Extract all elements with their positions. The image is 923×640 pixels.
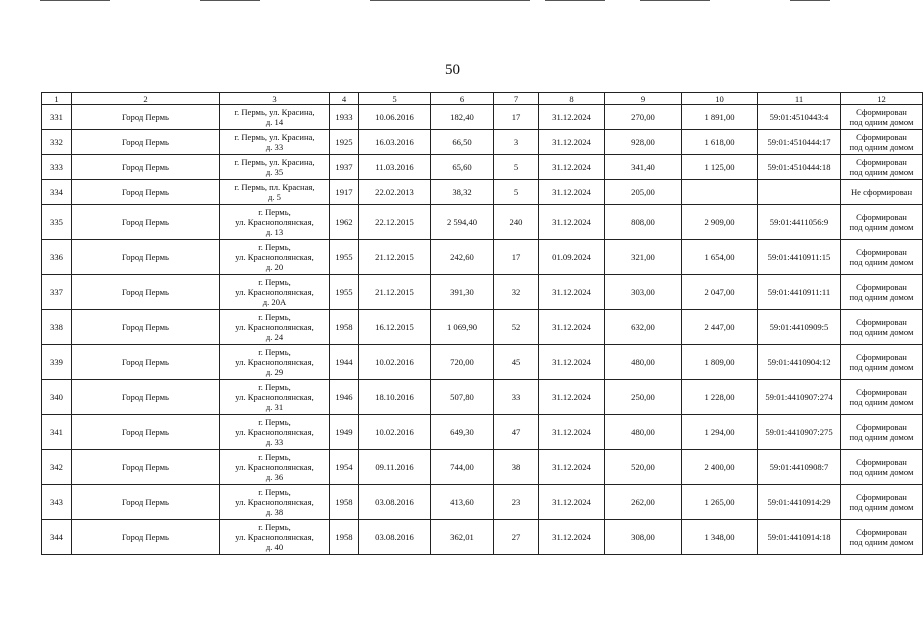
inspection-date-cell: 16.12.2015: [359, 310, 431, 345]
cost-cell: 928,00: [605, 130, 682, 155]
inspection-date-cell: 21.12.2015: [359, 275, 431, 310]
table-row: [42, 485, 923, 520]
residents-count-cell: 240: [494, 205, 539, 240]
residents-count-cell: 32: [494, 275, 539, 310]
address-line: д. 33: [265, 142, 284, 152]
address-line: ул. Краснополянская,: [235, 392, 314, 402]
land-status-cell: [841, 380, 923, 415]
land-status-cell: [841, 485, 923, 520]
address-line: г. Пермь,: [258, 452, 291, 462]
address-cell: [220, 520, 330, 555]
row-number-cell: 341: [42, 415, 72, 450]
address-cell: [220, 380, 330, 415]
table-body: [42, 105, 923, 555]
address-line: г. Пермь,: [258, 522, 291, 532]
deadline-cell: 31.12.2024: [539, 485, 605, 520]
municipality-cell: Город Пермь: [72, 240, 220, 275]
status-line: Сформирован: [856, 107, 907, 117]
column-header: 7: [494, 93, 539, 105]
row-number-cell: 344: [42, 520, 72, 555]
inspection-date-cell: 10.06.2016: [359, 105, 431, 130]
area-cell: 1 069,90: [431, 310, 494, 345]
total-cell: [682, 180, 758, 205]
row-number-cell: 339: [42, 345, 72, 380]
address-cell: [220, 130, 330, 155]
residents-count-cell: 23: [494, 485, 539, 520]
cost-cell: 308,00: [605, 520, 682, 555]
status-line: под одним домом: [849, 257, 914, 267]
cadastral-number-cell: 59:01:4510443:4: [758, 105, 841, 130]
status-line: под одним домом: [849, 222, 914, 232]
inspection-date-cell: 11.03.2016: [359, 155, 431, 180]
inspection-date-cell: 10.02.2016: [359, 345, 431, 380]
address-line: г. Пермь,: [258, 382, 291, 392]
address-line: г. Пермь,: [258, 487, 291, 497]
row-number-cell: 331: [42, 105, 72, 130]
address-line: г. Пермь, ул. Красина,: [234, 157, 315, 167]
land-status-cell: [841, 155, 923, 180]
residents-count-cell: 27: [494, 520, 539, 555]
municipality-cell: Город Пермь: [72, 415, 220, 450]
address-line: г. Пермь, пл. Красная,: [234, 182, 315, 192]
address-cell: [220, 240, 330, 275]
cost-cell: 632,00: [605, 310, 682, 345]
total-cell: 1 125,00: [682, 155, 758, 180]
inspection-date-cell: 09.11.2016: [359, 450, 431, 485]
residents-count-cell: 5: [494, 155, 539, 180]
cadastral-number-cell: 59:01:4410904:12: [758, 345, 841, 380]
build-year-cell: 1925: [330, 130, 359, 155]
deadline-cell: 31.12.2024: [539, 415, 605, 450]
build-year-cell: 1933: [330, 105, 359, 130]
municipality-cell: Город Пермь: [72, 380, 220, 415]
build-year-cell: 1955: [330, 275, 359, 310]
total-cell: 1 891,00: [682, 105, 758, 130]
table-row: [42, 105, 923, 130]
address-line: д. 31: [265, 402, 284, 412]
row-number-cell: 342: [42, 450, 72, 485]
cadastral-number-cell: 59:01:4410911:11: [758, 275, 841, 310]
cadastral-number-cell: 59:01:4410907:275: [758, 415, 841, 450]
column-header: 3: [220, 93, 330, 105]
table-row: [42, 130, 923, 155]
scan-rule: [790, 0, 830, 1]
area-cell: 744,00: [431, 450, 494, 485]
row-number-cell: 338: [42, 310, 72, 345]
cadastral-number-cell: [758, 180, 841, 205]
scan-rule: [640, 0, 710, 1]
table-row: [42, 155, 923, 180]
residents-count-cell: 3: [494, 130, 539, 155]
cost-cell: 205,00: [605, 180, 682, 205]
address-line: г. Пермь,: [258, 277, 291, 287]
status-line: под одним домом: [849, 362, 914, 372]
area-cell: 362,01: [431, 520, 494, 555]
build-year-cell: 1962: [330, 205, 359, 240]
header-row: [42, 93, 923, 105]
row-number-cell: 343: [42, 485, 72, 520]
table-row: [42, 180, 923, 205]
cost-cell: 262,00: [605, 485, 682, 520]
address-line: ул. Краснополянская,: [235, 322, 314, 332]
deadline-cell: 31.12.2024: [539, 380, 605, 415]
deadline-cell: 31.12.2024: [539, 130, 605, 155]
scan-rule: [40, 0, 110, 1]
scan-rule: [200, 0, 260, 1]
address-line: д. 35: [265, 167, 284, 177]
address-line: д. 5: [268, 192, 281, 202]
total-cell: 2 909,00: [682, 205, 758, 240]
column-header: 1: [42, 93, 72, 105]
total-cell: 2 400,00: [682, 450, 758, 485]
status-line: Сформирован: [856, 317, 907, 327]
address-cell: [220, 450, 330, 485]
municipality-cell: Город Пермь: [72, 275, 220, 310]
inspection-date-cell: 18.10.2016: [359, 380, 431, 415]
status-line: Сформирован: [856, 352, 907, 362]
status-line: под одним домом: [849, 432, 914, 442]
address-cell: [220, 485, 330, 520]
column-header: 11: [758, 93, 841, 105]
area-cell: 413,60: [431, 485, 494, 520]
land-status-cell: [841, 130, 923, 155]
status-line: под одним домом: [849, 327, 914, 337]
municipality-cell: Город Пермь: [72, 180, 220, 205]
table-row: [42, 415, 923, 450]
address-line: ул. Краснополянская,: [235, 497, 314, 507]
residents-count-cell: 17: [494, 240, 539, 275]
municipality-cell: Город Пермь: [72, 345, 220, 380]
address-line: г. Пермь, ул. Красина,: [234, 132, 315, 142]
municipality-cell: Город Пермь: [72, 310, 220, 345]
address-line: д. 13: [265, 227, 284, 237]
inspection-date-cell: 22.12.2015: [359, 205, 431, 240]
address-line: д. 33: [265, 437, 284, 447]
status-line: Не сформирован: [850, 187, 913, 197]
build-year-cell: 1949: [330, 415, 359, 450]
area-cell: 720,00: [431, 345, 494, 380]
address-cell: [220, 345, 330, 380]
page-number: 50: [445, 62, 460, 78]
build-year-cell: 1958: [330, 485, 359, 520]
area-cell: 38,32: [431, 180, 494, 205]
total-cell: 1 228,00: [682, 380, 758, 415]
row-number-cell: 336: [42, 240, 72, 275]
status-line: Сформирован: [856, 527, 907, 537]
deadline-cell: 31.12.2024: [539, 180, 605, 205]
inspection-date-cell: 16.03.2016: [359, 130, 431, 155]
housing-registry-table: [41, 92, 923, 555]
row-number-cell: 335: [42, 205, 72, 240]
address-line: ул. Краснополянская,: [235, 357, 314, 367]
row-number-cell: 333: [42, 155, 72, 180]
address-line: д. 20А: [262, 297, 287, 307]
scan-rule: [370, 0, 530, 1]
municipality-cell: Город Пермь: [72, 155, 220, 180]
deadline-cell: 31.12.2024: [539, 520, 605, 555]
total-cell: 1 618,00: [682, 130, 758, 155]
column-header: 8: [539, 93, 605, 105]
table-row: [42, 275, 923, 310]
address-line: д. 20: [265, 262, 284, 272]
cadastral-number-cell: 59:01:4410909:5: [758, 310, 841, 345]
municipality-cell: Город Пермь: [72, 450, 220, 485]
status-line: под одним домом: [849, 397, 914, 407]
status-line: Сформирован: [856, 247, 907, 257]
total-cell: 2 047,00: [682, 275, 758, 310]
table-row: [42, 240, 923, 275]
row-number-cell: 337: [42, 275, 72, 310]
table-row: [42, 310, 923, 345]
address-line: д. 14: [265, 117, 284, 127]
address-line: д. 29: [265, 367, 284, 377]
cadastral-number-cell: 59:01:4410907:274: [758, 380, 841, 415]
column-header: 2: [72, 93, 220, 105]
scan-rule: [545, 0, 605, 1]
land-status-cell: [841, 205, 923, 240]
status-line: под одним домом: [849, 467, 914, 477]
address-cell: [220, 180, 330, 205]
municipality-cell: Город Пермь: [72, 205, 220, 240]
land-status-cell: [841, 310, 923, 345]
cadastral-number-cell: 59:01:4410911:15: [758, 240, 841, 275]
address-cell: [220, 415, 330, 450]
address-line: ул. Краснополянская,: [235, 217, 314, 227]
cadastral-number-cell: 59:01:4510444:17: [758, 130, 841, 155]
residents-count-cell: 38: [494, 450, 539, 485]
deadline-cell: 31.12.2024: [539, 345, 605, 380]
address-cell: [220, 155, 330, 180]
address-line: д. 40: [265, 542, 284, 552]
inspection-date-cell: 10.02.2016: [359, 415, 431, 450]
cost-cell: 270,00: [605, 105, 682, 130]
status-line: Сформирован: [856, 132, 907, 142]
cadastral-number-cell: 59:01:4510444:18: [758, 155, 841, 180]
land-status-cell: [841, 180, 923, 205]
status-line: под одним домом: [849, 537, 914, 547]
residents-count-cell: 45: [494, 345, 539, 380]
address-line: ул. Краснополянская,: [235, 427, 314, 437]
land-status-cell: [841, 240, 923, 275]
build-year-cell: 1944: [330, 345, 359, 380]
total-cell: 1 294,00: [682, 415, 758, 450]
column-header: 5: [359, 93, 431, 105]
land-status-cell: [841, 345, 923, 380]
build-year-cell: 1917: [330, 180, 359, 205]
inspection-date-cell: 22.02.2013: [359, 180, 431, 205]
status-line: Сформирован: [856, 457, 907, 467]
address-line: г. Пермь,: [258, 312, 291, 322]
column-header: 6: [431, 93, 494, 105]
cadastral-number-cell: 59:01:4410914:29: [758, 485, 841, 520]
column-header: 10: [682, 93, 758, 105]
residents-count-cell: 17: [494, 105, 539, 130]
deadline-cell: 31.12.2024: [539, 205, 605, 240]
table-row: [42, 205, 923, 240]
land-status-cell: [841, 415, 923, 450]
row-number-cell: 340: [42, 380, 72, 415]
status-line: Сформирован: [856, 492, 907, 502]
build-year-cell: 1946: [330, 380, 359, 415]
deadline-cell: 31.12.2024: [539, 105, 605, 130]
address-line: д. 24: [265, 332, 284, 342]
status-line: под одним домом: [849, 142, 914, 152]
build-year-cell: 1955: [330, 240, 359, 275]
deadline-cell: 31.12.2024: [539, 310, 605, 345]
table-row: [42, 450, 923, 485]
total-cell: 1 348,00: [682, 520, 758, 555]
status-line: под одним домом: [849, 167, 914, 177]
total-cell: 2 447,00: [682, 310, 758, 345]
cadastral-number-cell: 59:01:4410908:7: [758, 450, 841, 485]
row-number-cell: 332: [42, 130, 72, 155]
address-cell: [220, 310, 330, 345]
total-cell: 1 654,00: [682, 240, 758, 275]
table-row: [42, 345, 923, 380]
address-cell: [220, 275, 330, 310]
area-cell: 391,30: [431, 275, 494, 310]
address-line: ул. Краснополянская,: [235, 252, 314, 262]
total-cell: 1 809,00: [682, 345, 758, 380]
address-line: г. Пермь,: [258, 347, 291, 357]
row-number-cell: 334: [42, 180, 72, 205]
status-line: под одним домом: [849, 502, 914, 512]
residents-count-cell: 5: [494, 180, 539, 205]
deadline-cell: 31.12.2024: [539, 275, 605, 310]
residents-count-cell: 33: [494, 380, 539, 415]
column-header: 12: [841, 93, 923, 105]
inspection-date-cell: 03.08.2016: [359, 485, 431, 520]
cost-cell: 250,00: [605, 380, 682, 415]
status-line: Сформирован: [856, 212, 907, 222]
address-cell: [220, 205, 330, 240]
area-cell: 649,30: [431, 415, 494, 450]
table-row: [42, 380, 923, 415]
municipality-cell: Город Пермь: [72, 520, 220, 555]
cadastral-number-cell: 59:01:4410914:18: [758, 520, 841, 555]
area-cell: 2 594,40: [431, 205, 494, 240]
address-line: д. 36: [265, 472, 284, 482]
land-status-cell: [841, 105, 923, 130]
inspection-date-cell: 21.12.2015: [359, 240, 431, 275]
residents-count-cell: 47: [494, 415, 539, 450]
area-cell: 66,50: [431, 130, 494, 155]
total-cell: 1 265,00: [682, 485, 758, 520]
status-line: Сформирован: [856, 422, 907, 432]
cadastral-number-cell: 59:01:4411056:9: [758, 205, 841, 240]
address-line: ул. Краснополянская,: [235, 287, 314, 297]
column-header: 4: [330, 93, 359, 105]
column-header: 9: [605, 93, 682, 105]
address-line: г. Пермь,: [258, 417, 291, 427]
address-line: д. 38: [265, 507, 284, 517]
address-line: г. Пермь,: [258, 242, 291, 252]
cost-cell: 808,00: [605, 205, 682, 240]
cost-cell: 341,40: [605, 155, 682, 180]
build-year-cell: 1954: [330, 450, 359, 485]
land-status-cell: [841, 275, 923, 310]
area-cell: 65,60: [431, 155, 494, 180]
area-cell: 242,60: [431, 240, 494, 275]
municipality-cell: Город Пермь: [72, 130, 220, 155]
land-status-cell: [841, 520, 923, 555]
cost-cell: 480,00: [605, 415, 682, 450]
deadline-cell: 01.09.2024: [539, 240, 605, 275]
cost-cell: 520,00: [605, 450, 682, 485]
build-year-cell: 1937: [330, 155, 359, 180]
cost-cell: 303,00: [605, 275, 682, 310]
table-row: [42, 520, 923, 555]
deadline-cell: 31.12.2024: [539, 450, 605, 485]
inspection-date-cell: 03.08.2016: [359, 520, 431, 555]
status-line: под одним домом: [849, 292, 914, 302]
status-line: Сформирован: [856, 282, 907, 292]
municipality-cell: Город Пермь: [72, 485, 220, 520]
cost-cell: 321,00: [605, 240, 682, 275]
municipality-cell: Город Пермь: [72, 105, 220, 130]
address-line: ул. Краснополянская,: [235, 532, 314, 542]
deadline-cell: 31.12.2024: [539, 155, 605, 180]
address-line: ул. Краснополянская,: [235, 462, 314, 472]
land-status-cell: [841, 450, 923, 485]
area-cell: 182,40: [431, 105, 494, 130]
status-line: Сформирован: [856, 387, 907, 397]
address-cell: [220, 105, 330, 130]
build-year-cell: 1958: [330, 520, 359, 555]
residents-count-cell: 52: [494, 310, 539, 345]
cost-cell: 480,00: [605, 345, 682, 380]
status-line: Сформирован: [856, 157, 907, 167]
status-line: под одним домом: [849, 117, 914, 127]
address-line: г. Пермь, ул. Красина,: [234, 107, 315, 117]
address-line: г. Пермь,: [258, 207, 291, 217]
build-year-cell: 1958: [330, 310, 359, 345]
area-cell: 507,80: [431, 380, 494, 415]
